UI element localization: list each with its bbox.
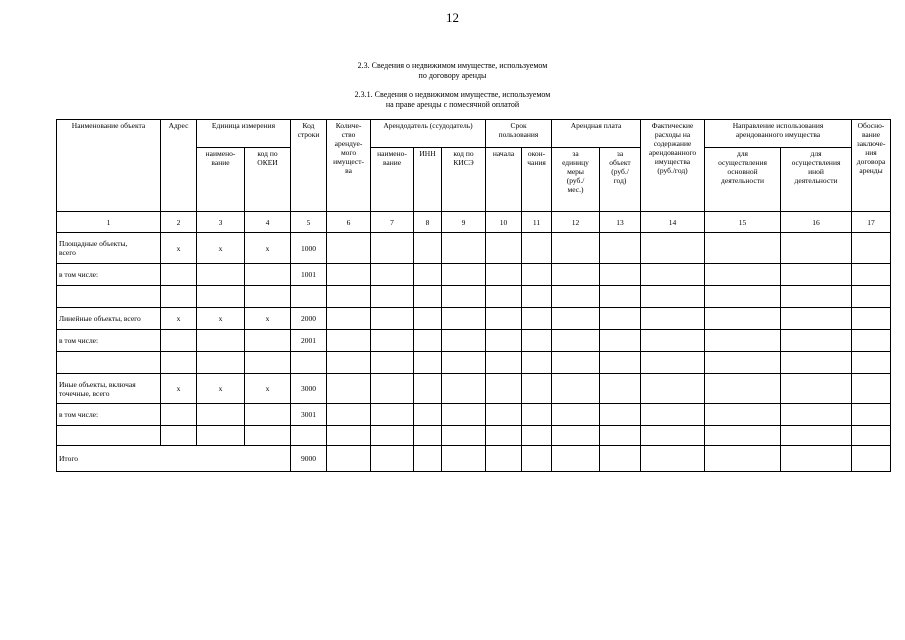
- lease-property-table: [56, 119, 891, 472]
- empty-cell: [522, 352, 552, 374]
- empty-cell: [641, 404, 705, 426]
- empty-cell: [552, 308, 600, 330]
- header-term-start: начала: [486, 148, 522, 212]
- empty-cell: [442, 330, 486, 352]
- empty-cell: [552, 233, 600, 264]
- cell-code: 2000: [291, 308, 327, 330]
- section-heading-line: по договору аренды: [418, 71, 487, 80]
- empty-cell: [705, 446, 781, 472]
- cell-uname: [197, 330, 245, 352]
- header-lessor-kise: код по КИСЭ: [442, 148, 486, 212]
- cell-code: 3000: [291, 374, 327, 404]
- cell-uname: х: [197, 308, 245, 330]
- empty-cell: [600, 330, 641, 352]
- column-number: 1: [57, 212, 161, 233]
- empty-cell: [486, 330, 522, 352]
- empty-cell: [486, 426, 522, 446]
- column-number: 12: [552, 212, 600, 233]
- column-number: 4: [245, 212, 291, 233]
- empty-cell: [641, 233, 705, 264]
- empty-cell: [414, 308, 442, 330]
- empty-cell: [522, 446, 552, 472]
- cell-code: 2001: [291, 330, 327, 352]
- empty-cell: [327, 308, 371, 330]
- empty-cell: [781, 446, 852, 472]
- empty-cell: [781, 286, 852, 308]
- empty-cell: [781, 352, 852, 374]
- empty-cell: [552, 286, 600, 308]
- column-number: 8: [414, 212, 442, 233]
- empty-cell: [852, 374, 891, 404]
- empty-cell: [486, 446, 522, 472]
- empty-cell: [781, 374, 852, 404]
- empty-cell: [705, 264, 781, 286]
- header-row-code: Код строки: [291, 120, 327, 212]
- empty-cell: [442, 233, 486, 264]
- table-row: [57, 233, 891, 264]
- empty-cell: [522, 264, 552, 286]
- cell-code: [291, 426, 327, 446]
- empty-cell: [522, 404, 552, 426]
- header-name: Наименование объекта: [57, 120, 161, 212]
- empty-cell: [852, 426, 891, 446]
- empty-cell: [552, 446, 600, 472]
- cell-ucode: [245, 264, 291, 286]
- empty-cell: [552, 352, 600, 374]
- cell-ucode: [245, 426, 291, 446]
- header-expenses: Фактические расходы на содержание арендованного имущества (руб./год): [641, 120, 705, 212]
- empty-cell: [486, 374, 522, 404]
- header-term: Срок пользования: [486, 120, 552, 148]
- empty-cell: [486, 308, 522, 330]
- section-heading: [0, 61, 905, 81]
- column-number: 2: [161, 212, 197, 233]
- empty-cell: [522, 286, 552, 308]
- header-lessor-name: наимено- вание: [371, 148, 414, 212]
- header-usage-main: для осуществления основной деятельности: [705, 148, 781, 212]
- empty-cell: [327, 352, 371, 374]
- header-lessor: Арендодатель (ссудодатель): [371, 120, 486, 148]
- empty-cell: [600, 264, 641, 286]
- empty-cell: [600, 352, 641, 374]
- header-rent: Арендная плата: [552, 120, 641, 148]
- header-unit-okei: код по ОКЕИ: [245, 148, 291, 212]
- cell-ucode: х: [245, 233, 291, 264]
- empty-cell: [327, 233, 371, 264]
- empty-cell: [641, 446, 705, 472]
- cell-name: [57, 352, 161, 374]
- subsection-heading-line: на праве аренды с помесячной оплатой: [385, 100, 520, 109]
- empty-cell: [641, 286, 705, 308]
- header-address: Адрес: [161, 120, 197, 212]
- column-number: 11: [522, 212, 552, 233]
- empty-cell: [414, 286, 442, 308]
- cell-name: в том числе:: [57, 264, 161, 286]
- empty-cell: [600, 233, 641, 264]
- empty-cell: [327, 286, 371, 308]
- cell-addr: х: [161, 374, 197, 404]
- empty-cell: [781, 426, 852, 446]
- column-number: 14: [641, 212, 705, 233]
- header-usage-other: для осуществления иной деятельности: [781, 148, 852, 212]
- cell-name: в том числе:: [57, 404, 161, 426]
- column-number: 7: [371, 212, 414, 233]
- header-rent-unit: за единицу меры (руб./ мес.): [552, 148, 600, 212]
- column-number: 17: [852, 212, 891, 233]
- empty-cell: [552, 330, 600, 352]
- empty-cell: [600, 404, 641, 426]
- empty-cell: [641, 352, 705, 374]
- table-row: [57, 352, 891, 374]
- table-row: [57, 264, 891, 286]
- subsection-heading-line: 2.3.1. Сведения о недвижимом имуществе, используемом: [354, 90, 551, 99]
- empty-cell: [442, 374, 486, 404]
- empty-cell: [442, 352, 486, 374]
- cell-ucode: [245, 286, 291, 308]
- table-row: [57, 308, 891, 330]
- header-unit: Единица измерения: [197, 120, 291, 148]
- empty-cell: [705, 233, 781, 264]
- cell-uname: [197, 264, 245, 286]
- empty-cell: [414, 264, 442, 286]
- empty-cell: [705, 352, 781, 374]
- cell-name: [57, 426, 161, 446]
- empty-cell: [414, 426, 442, 446]
- empty-cell: [552, 404, 600, 426]
- empty-cell: [705, 404, 781, 426]
- empty-cell: [522, 233, 552, 264]
- cell-addr: [161, 264, 197, 286]
- cell-uname: х: [197, 374, 245, 404]
- empty-cell: [486, 233, 522, 264]
- empty-cell: [522, 330, 552, 352]
- cell-ucode: х: [245, 308, 291, 330]
- empty-cell: [600, 426, 641, 446]
- total-code: 9000: [291, 446, 327, 472]
- section-heading-line: 2.3. Сведения о недвижимом имуществе, используемом: [357, 61, 548, 70]
- empty-cell: [414, 404, 442, 426]
- cell-code: 1000: [291, 233, 327, 264]
- empty-cell: [705, 426, 781, 446]
- empty-cell: [327, 264, 371, 286]
- empty-cell: [600, 446, 641, 472]
- empty-cell: [852, 286, 891, 308]
- page-number: 12: [446, 10, 459, 25]
- cell-ucode: х: [245, 374, 291, 404]
- empty-cell: [414, 233, 442, 264]
- column-number-row: [57, 212, 891, 233]
- empty-cell: [552, 426, 600, 446]
- column-number: 13: [600, 212, 641, 233]
- cell-uname: [197, 404, 245, 426]
- empty-cell: [552, 374, 600, 404]
- column-number: 16: [781, 212, 852, 233]
- empty-cell: [371, 404, 414, 426]
- cell-name: в том числе:: [57, 330, 161, 352]
- empty-cell: [522, 426, 552, 446]
- subsection-heading: [0, 90, 905, 110]
- header-justification: Обосно- вание заключе- ния договора аренды: [852, 120, 891, 212]
- empty-cell: [705, 330, 781, 352]
- cell-ucode: [245, 330, 291, 352]
- empty-cell: [327, 446, 371, 472]
- empty-cell: [327, 426, 371, 446]
- empty-cell: [442, 446, 486, 472]
- table-row: [57, 404, 891, 426]
- column-number: 5: [291, 212, 327, 233]
- cell-uname: [197, 352, 245, 374]
- empty-cell: [371, 426, 414, 446]
- empty-cell: [705, 374, 781, 404]
- empty-cell: [371, 233, 414, 264]
- header-usage: Направление использования арендованного имущества: [705, 120, 852, 148]
- table-row: [57, 374, 891, 404]
- header-rent-object: за объект (руб./ год): [600, 148, 641, 212]
- empty-cell: [327, 374, 371, 404]
- cell-code: [291, 352, 327, 374]
- empty-cell: [442, 264, 486, 286]
- cell-addr: х: [161, 233, 197, 264]
- cell-code: [291, 286, 327, 308]
- cell-code: 1001: [291, 264, 327, 286]
- total-label: Итого: [57, 446, 291, 472]
- cell-ucode: [245, 352, 291, 374]
- empty-cell: [371, 352, 414, 374]
- empty-cell: [641, 374, 705, 404]
- column-number: 3: [197, 212, 245, 233]
- empty-cell: [852, 233, 891, 264]
- cell-name: [57, 286, 161, 308]
- cell-addr: х: [161, 308, 197, 330]
- empty-cell: [705, 308, 781, 330]
- empty-cell: [641, 264, 705, 286]
- empty-cell: [781, 233, 852, 264]
- column-number: 10: [486, 212, 522, 233]
- table-row: [57, 426, 891, 446]
- empty-cell: [852, 446, 891, 472]
- header-term-end: окон- чания: [522, 148, 552, 212]
- empty-cell: [486, 286, 522, 308]
- cell-addr: [161, 330, 197, 352]
- empty-cell: [442, 404, 486, 426]
- cell-name: Иные объекты, включая точечные, всего: [57, 374, 161, 404]
- header-quantity: Количе- ство арендуе- мого имущест- ва: [327, 120, 371, 212]
- cell-addr: [161, 352, 197, 374]
- column-number: 15: [705, 212, 781, 233]
- empty-cell: [781, 404, 852, 426]
- cell-name: Площадные объекты, всего: [57, 233, 161, 264]
- empty-cell: [442, 308, 486, 330]
- empty-cell: [641, 330, 705, 352]
- empty-cell: [442, 426, 486, 446]
- empty-cell: [486, 352, 522, 374]
- empty-cell: [414, 330, 442, 352]
- empty-cell: [371, 286, 414, 308]
- empty-cell: [852, 308, 891, 330]
- empty-cell: [414, 374, 442, 404]
- empty-cell: [371, 308, 414, 330]
- empty-cell: [414, 352, 442, 374]
- header-unit-name: наимено- вание: [197, 148, 245, 212]
- cell-addr: [161, 426, 197, 446]
- empty-cell: [371, 330, 414, 352]
- empty-cell: [641, 308, 705, 330]
- empty-cell: [414, 446, 442, 472]
- empty-cell: [486, 404, 522, 426]
- empty-cell: [327, 330, 371, 352]
- cell-name: Линейные объекты, всего: [57, 308, 161, 330]
- empty-cell: [442, 286, 486, 308]
- empty-cell: [522, 308, 552, 330]
- empty-cell: [852, 264, 891, 286]
- cell-uname: [197, 426, 245, 446]
- cell-uname: [197, 286, 245, 308]
- empty-cell: [371, 446, 414, 472]
- empty-cell: [522, 374, 552, 404]
- table-row: [57, 330, 891, 352]
- empty-cell: [327, 404, 371, 426]
- empty-cell: [641, 426, 705, 446]
- total-row: [57, 446, 891, 472]
- empty-cell: [371, 374, 414, 404]
- empty-cell: [486, 264, 522, 286]
- empty-cell: [852, 352, 891, 374]
- empty-cell: [705, 286, 781, 308]
- empty-cell: [781, 308, 852, 330]
- empty-cell: [852, 404, 891, 426]
- column-number: 6: [327, 212, 371, 233]
- empty-cell: [781, 330, 852, 352]
- empty-cell: [600, 286, 641, 308]
- empty-cell: [371, 264, 414, 286]
- empty-cell: [600, 374, 641, 404]
- empty-cell: [781, 264, 852, 286]
- cell-uname: х: [197, 233, 245, 264]
- table-row: [57, 286, 891, 308]
- header-lessor-inn: ИНН: [414, 148, 442, 212]
- cell-ucode: [245, 404, 291, 426]
- cell-addr: [161, 404, 197, 426]
- empty-cell: [600, 308, 641, 330]
- empty-cell: [552, 264, 600, 286]
- column-number: 9: [442, 212, 486, 233]
- empty-cell: [852, 330, 891, 352]
- cell-addr: [161, 286, 197, 308]
- cell-code: 3001: [291, 404, 327, 426]
